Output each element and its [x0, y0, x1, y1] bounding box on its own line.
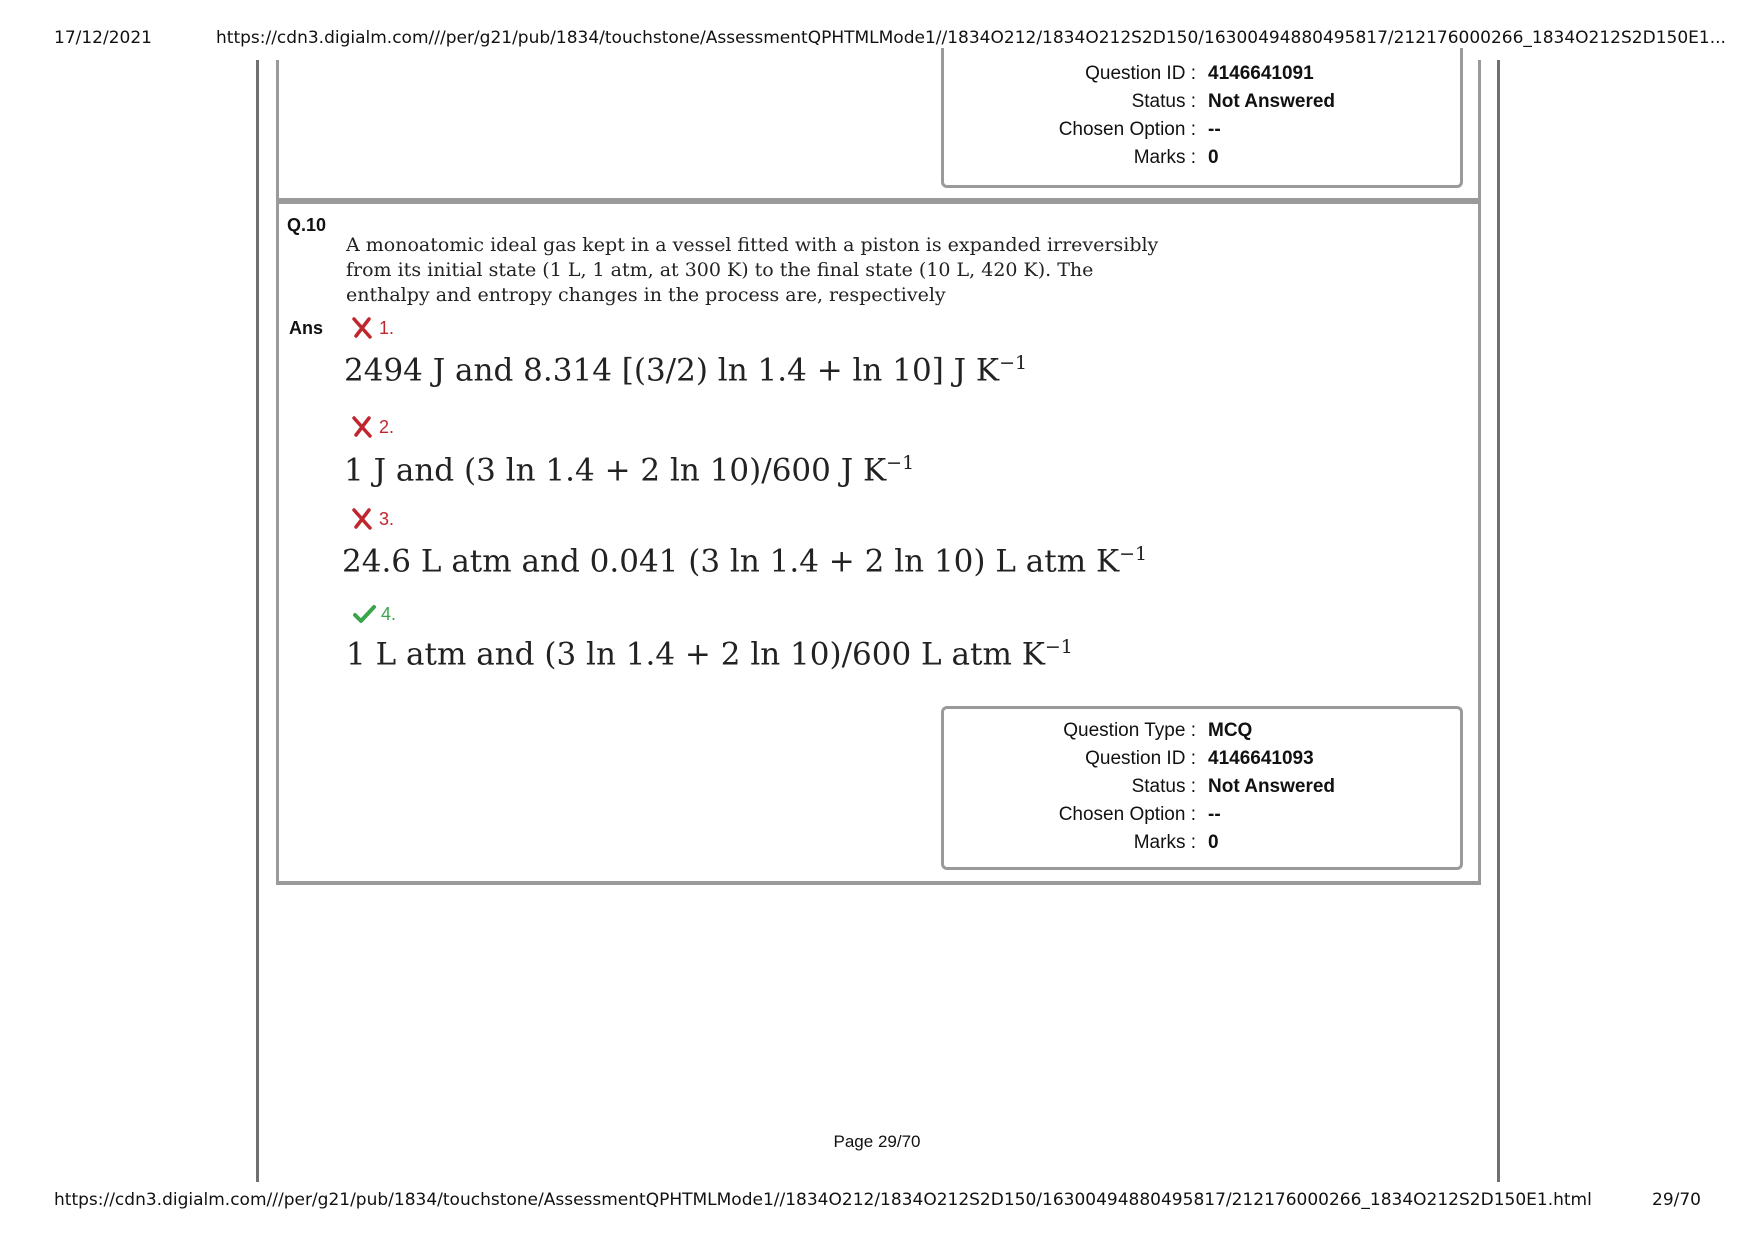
question-text-line: A monoatomic ideal gas kept in a vessel fitted with a piston is expanded irreversibly [346, 234, 1159, 256]
cross-icon [350, 415, 374, 439]
question-id-value: 4146641091 [1208, 63, 1314, 84]
question-text-line: from its initial state (1 L, 1 atm, at 300 K) to the final state (10 L, 420 K). The [346, 259, 1094, 281]
page-right-border [1497, 60, 1500, 1182]
check-icon [352, 602, 376, 626]
option-formula: 24.6 L atm and 0.041 (3 ln 1.4 + 2 ln 10) L atm K [342, 543, 1120, 580]
option-4-text [346, 636, 1073, 672]
cross-icon [350, 316, 374, 340]
status-label: Status : [1131, 91, 1196, 112]
status-value: Not Answered [1208, 91, 1336, 112]
status-value: Not Answered [1208, 776, 1336, 797]
question-id-label: Question ID : [1085, 748, 1196, 769]
print-footer-url: https://cdn3.digialm.com///per/g21/pub/1834/touchstone/AssessmentQPHTMLMode1//1834O212/1834O212S2D150/16300494880495817/212176000266_1834O212S2D150E1.html [54, 1190, 1592, 1210]
question-id-label: Question ID : [1085, 63, 1196, 84]
option-number: 2. [379, 416, 395, 437]
chosen-option-label: Chosen Option : [1058, 119, 1196, 140]
option-4-marker [352, 602, 396, 626]
marks-label: Marks : [1133, 147, 1196, 168]
option-superscript: −1 [999, 352, 1028, 374]
question-id-value: 4146641093 [1208, 748, 1314, 769]
option-superscript: −1 [886, 452, 915, 474]
option-formula: 2494 J and 8.314 [(3/2) ln 1.4 + ln 10] J K [344, 352, 1000, 389]
chosen-option-value: -- [1208, 119, 1221, 140]
question-number: Q.10 [287, 215, 327, 235]
answer-label: Ans [289, 318, 324, 338]
option-2-text [344, 452, 914, 488]
marks-value: 0 [1208, 832, 1219, 853]
page-left-border [256, 60, 259, 1182]
chosen-option-value: -- [1208, 804, 1221, 825]
option-1-marker [350, 316, 394, 340]
option-1-text [344, 352, 1027, 388]
page-number-label: Page 29/70 [833, 1132, 921, 1151]
marks-value: 0 [1208, 147, 1219, 168]
marks-label: Marks : [1133, 832, 1196, 853]
print-header-url: https://cdn3.digialm.com///per/g21/pub/1834/touchstone/AssessmentQPHTMLMode1//1834O212/1834O212S2D150/16300494880495817/212176000266_1834O212S2D150E1... [216, 28, 1726, 48]
option-3-text [342, 543, 1147, 579]
option-superscript: −1 [1119, 543, 1148, 565]
chosen-option-label: Chosen Option : [1058, 804, 1196, 825]
question-info-box [941, 706, 1463, 870]
print-footer-page: 29/70 [1652, 1190, 1701, 1210]
option-number: 1. [379, 317, 395, 338]
option-superscript: −1 [1044, 636, 1073, 658]
print-date: 17/12/2021 [54, 28, 152, 48]
option-formula: 1 J and (3 ln 1.4 + 2 ln 10)/600 J K [344, 452, 887, 489]
option-number: 3. [379, 508, 395, 529]
option-number: 4. [381, 603, 397, 624]
option-2-marker [350, 415, 394, 439]
option-formula: 1 L atm and (3 ln 1.4 + 2 ln 10)/600 L atm K [346, 636, 1045, 673]
question-type-value: MCQ [1208, 720, 1253, 741]
option-3-marker [350, 507, 394, 531]
status-label: Status : [1131, 776, 1196, 797]
question-type-label: Question Type : [1063, 720, 1196, 741]
cross-icon [350, 507, 374, 531]
question-text [346, 233, 1159, 308]
question-text-line: enthalpy and entropy changes in the process are, respectively [346, 284, 946, 306]
previous-question-info-box [941, 48, 1463, 188]
